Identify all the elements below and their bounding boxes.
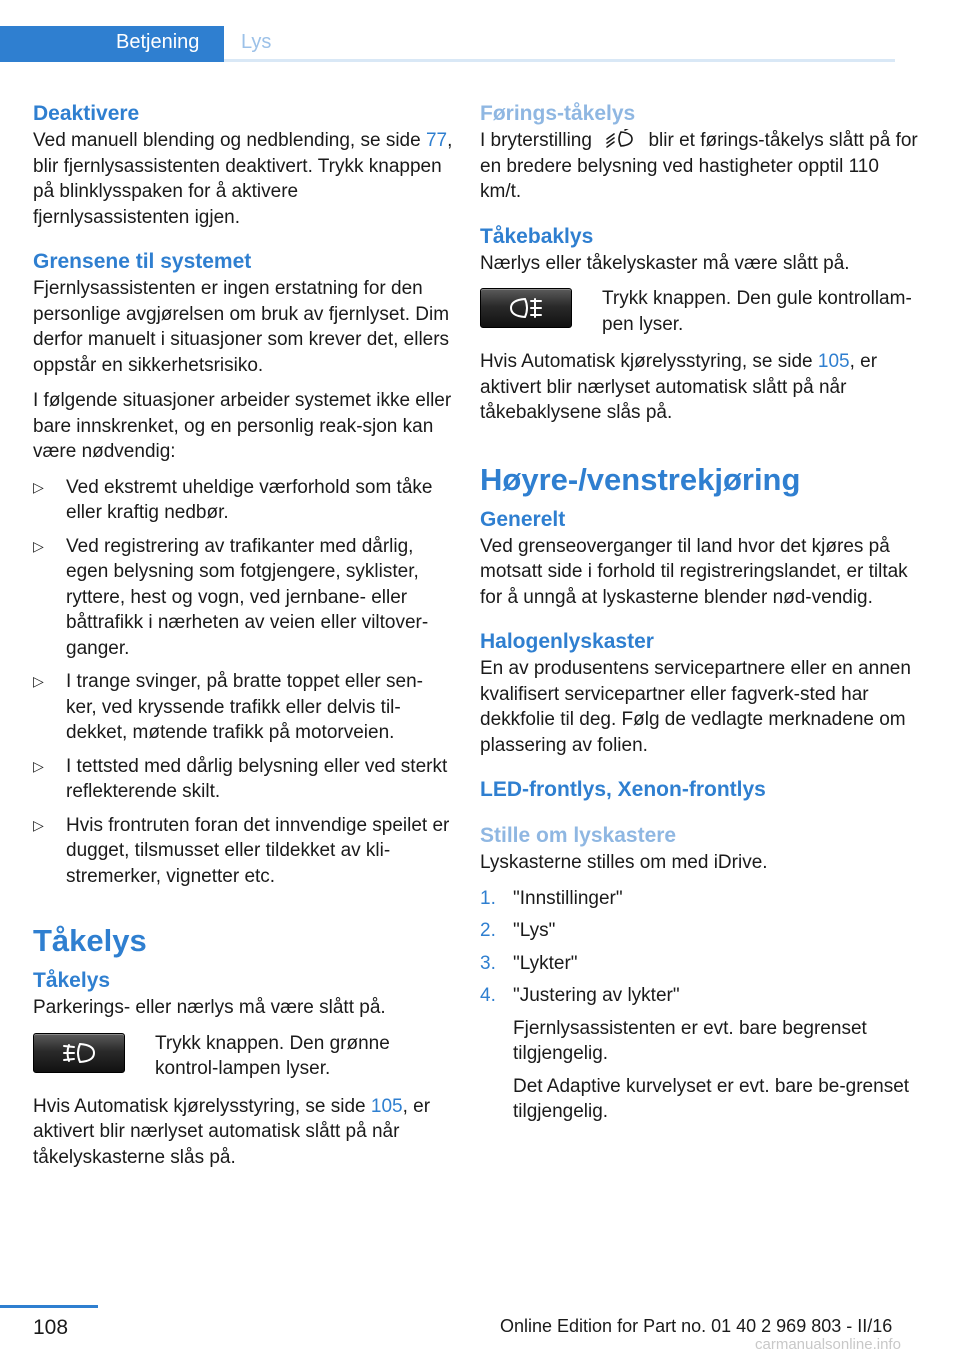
takelys-paragraph-2: Hvis Automatisk kjørelysstyring, se side 105, er aktivert blir nærlyset automatisk slått på når tåkelyskasterne slås på. <box>33 1095 431 1168</box>
stille-paragraph: Lyskasterne stilles om med iDrive. <box>480 852 768 873</box>
takelys-paragraph-1: Parkerings- eller nærlys må være slått på. <box>33 997 386 1018</box>
list-item: ▷ Hvis frontruten foran det innvendige speilet er dugget, tilsmusset eller tildekket av kli‐stremerker, vignetter etc. <box>33 814 450 887</box>
list-item: 4. "Justering av lykter" Fjernlysassistenten er evt. bare begrenset tilgjengelig. Det Adaptive kurvelyset er evt. bare be‐grenset tilgjengelig. <box>480 983 920 1125</box>
header-tab-lys: Lys <box>241 31 272 53</box>
rear-fog-instruction-text: Trykk knappen. Den gule kontrollam‐pen lyser. <box>602 288 912 335</box>
section-title-forings-takelys: Førings-tåkelys <box>480 102 636 125</box>
section-title-deaktivere: Deaktivere <box>33 102 140 125</box>
front-fog-light-icon <box>62 1041 96 1065</box>
header-tab-betjening <box>0 26 224 62</box>
generelt-paragraph: Ved grenseoverganger til land hvor det kjøres på motsatt side i forhold til registreringslandet, er tiltak for å unngå at lyskasterne blender nød‐vendig. <box>480 535 908 608</box>
list-item: ▷ Ved registrering av trafikanter med dårlig, egen belysning som fotgjengere, syklister, ryttere, hest og vogn, ved jernbane- eller båttrafikk i nærheten av veien eller viltover‐ganger. <box>33 535 429 659</box>
list-item: 3. "Lykter" <box>480 952 578 974</box>
takebaklys-paragraph-2: Hvis Automatisk kjørelysstyring, se side 105, er aktivert blir nærlyset automatisk slått på når tåkebaklysene slås på. <box>480 351 878 423</box>
list-item: 1. "Innstillinger" <box>480 887 623 909</box>
list-item: 2. "Lys" <box>480 920 556 941</box>
page-link-105[interactable]: 105 <box>817 351 850 372</box>
right-column <box>480 100 920 1132</box>
triangle-right-icon: ▷ <box>33 757 44 774</box>
chapter-title-hoyre-venstrekjoring: Høyre-/venstrekjøring <box>480 461 801 497</box>
guide-fog-light-icon <box>605 129 635 149</box>
footer-rule <box>0 1305 98 1308</box>
section-title-takelys: Tåkelys <box>33 969 111 992</box>
rear-fog-button[interactable] <box>480 288 572 328</box>
front-fog-instruction <box>33 1031 453 1082</box>
chapter-title-takelys: Tåkelys <box>33 923 147 958</box>
section-title-halogenlyskaster: Halogenlyskaster <box>480 630 654 653</box>
section-title-grensene: Grensene til systemet <box>33 250 252 273</box>
grensene-paragraph-2: I følgende situasjoner arbeider systemet ikke eller bare innskrenket, og en personlig reak‐sjon kan være nødvendig: <box>33 390 452 462</box>
list-item: ▷ Ved ekstremt uheldige værforhold som tåke eller kraftig nedbør. <box>33 476 433 523</box>
edition-note: Online Edition for Part no. 01 40 2 969 803 - II/16 <box>500 1316 893 1336</box>
triangle-right-icon: ▷ <box>33 478 44 495</box>
section-title-takebaklys: Tåkebaklys <box>480 224 594 248</box>
header-tab-betjening-label: Betjening <box>116 31 200 53</box>
page-header <box>0 0 895 62</box>
list-item: ▷ I trange svinger, på bratte toppet eller sen‐ker, ved kryssende trafikk eller delvis til‐dekket, møtende trafikk på motorveien. <box>33 671 423 743</box>
triangle-right-icon: ▷ <box>33 673 44 689</box>
step4-note-2: Det Adaptive kurvelyset er evt. bare be‐grenset tilgjengelig. <box>513 1075 910 1122</box>
section-title-stille-om-lyskastere: Stille om lyskastere <box>480 824 677 847</box>
page-link-77[interactable]: 77 <box>425 130 448 151</box>
forings-paragraph: I bryterstilling blir et førings-tåkelys slått på for en bredere belysning ved hastigheter opptil 110 km/t. <box>480 130 918 202</box>
watermark: carmanualsonline.info <box>755 1336 901 1353</box>
triangle-right-icon: ▷ <box>33 816 44 833</box>
grensene-paragraph-1: Fjernlysassistenten er ingen erstatning for den personlige avgjørelsen om bruk av fjernlyset. Dim derfor manuelt i situasjoner som krever det, ellers oppstår en sikkerhetsrisiko. <box>33 278 450 376</box>
step4-note-1: Fjernlysassistenten er evt. bare begrenset tilgjengelig. <box>513 1017 867 1064</box>
section-title-generelt: Generelt <box>480 507 566 531</box>
front-fog-instruction-text: Trykk knappen. Den grønne kontrol‐lampen lyser. <box>155 1032 390 1079</box>
left-column <box>33 100 453 1180</box>
page-number: 108 <box>33 1316 69 1339</box>
steps-list <box>480 886 920 1125</box>
takebaklys-paragraph-1: Nærlys eller tåkelyskaster må være slått på. <box>480 252 850 274</box>
list-item: ▷ I tettsted med dårlig belysning eller ved sterkt reflekterende skilt. <box>33 755 448 802</box>
triangle-right-icon: ▷ <box>33 537 44 554</box>
halogen-paragraph: En av produsentens servicepartnere eller en annen kvalifisert servicepartner eller fagverk‐sted har dekkfolie til deg. Følg de vedlagte merknadene om plassering av folien. <box>480 658 911 756</box>
rear-fog-instruction <box>480 286 920 337</box>
page-link-105[interactable]: 105 <box>370 1095 403 1117</box>
limitations-list <box>33 475 453 890</box>
deaktivere-paragraph: Ved manuell blending og nedblending, se side 77, blir fjernlysassistenten deaktivert. Trykk knappen på blinklysspaken for å aktivere fjernlysassistenten igjen. <box>33 130 453 228</box>
front-fog-button[interactable] <box>33 1033 125 1073</box>
rear-fog-light-icon <box>509 296 543 320</box>
section-title-led-xenon: LED-frontlys, Xenon-frontlys <box>480 778 766 801</box>
